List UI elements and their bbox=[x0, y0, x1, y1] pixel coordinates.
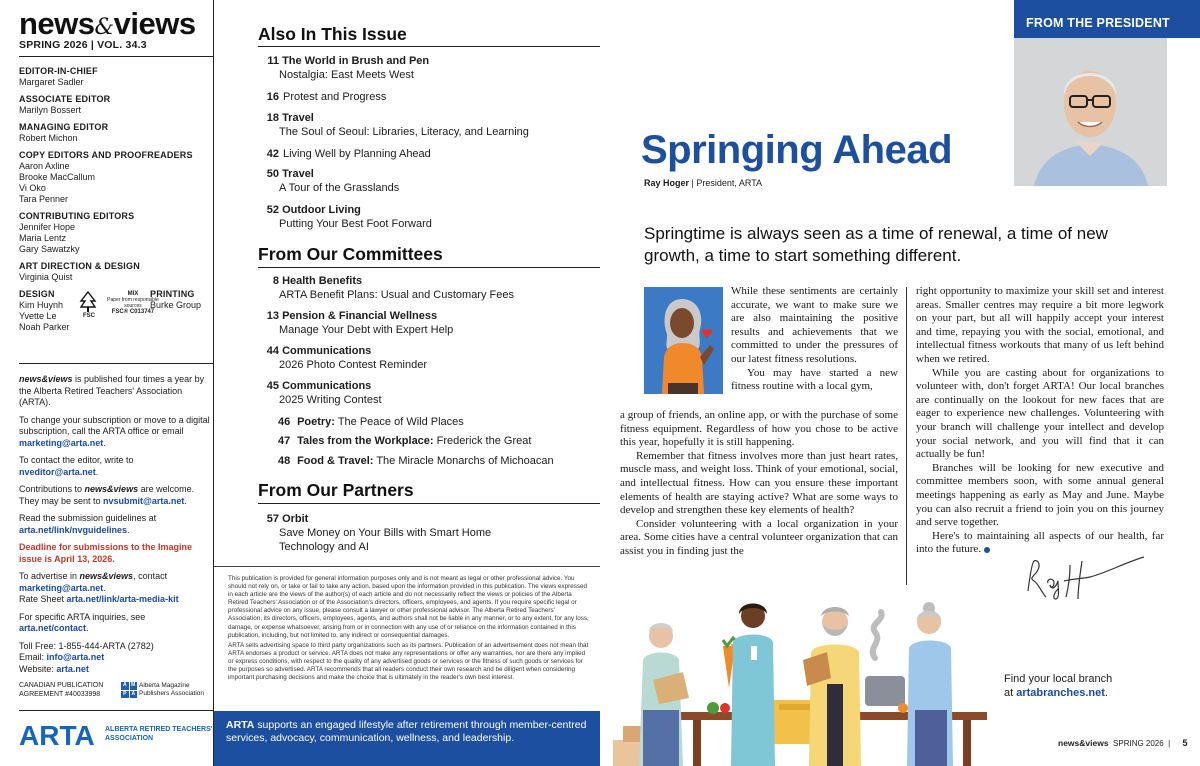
deadline-note: Deadline for submissions to the Imagine issue is April 13, 2026. bbox=[19, 542, 193, 564]
staff-name: Kim Huynh bbox=[19, 300, 64, 310]
staff-name: Brooke MacCallum bbox=[19, 172, 96, 182]
also-in-issue-heading: Also In This Issue bbox=[258, 24, 407, 44]
article-paragraph: While you are casting about for organizations to volunteer with, don't forget ARTA! Our local branches are continually on the lookout for new faces that are eager to experience new challenges. Volunteering with your branch will challenge your intellect and develop your social network, and you will find that it can actually be fun! bbox=[916, 366, 1164, 461]
staff-role: ART DIRECTION & DESIGN bbox=[19, 261, 140, 271]
byline: Ray Hoger | President, ARTA bbox=[644, 178, 763, 188]
divider bbox=[19, 710, 214, 711]
divider bbox=[258, 267, 600, 268]
website-link[interactable]: arta.net bbox=[56, 663, 89, 674]
toc-subentry[interactable]: 47 Tales from the Workplace: Frederick the Great bbox=[278, 435, 532, 447]
toc-entry[interactable]: 44 Communications 2026 Photo Contest Reminder bbox=[266, 345, 427, 371]
staff-name: Gary Sawatzky bbox=[19, 244, 80, 254]
article-paragraph: Branches will be looking for new executive and committee members soon, with some annual general meetings happening as early as May and June. Maybe you can also recruit a friend to join you on this journey and serve together. bbox=[916, 461, 1164, 529]
article-paragraph: Remember that fitness involves more than just heart rates, muscle mass, and weight loss. Think of your emotional, social, and intellectual fitness. How can you ensure these important elements of health are staying active? What are some ways to develop and strengthen these key elements of health? bbox=[620, 449, 898, 517]
toc-entry[interactable]: 42 Living Well by Planning Ahead bbox=[266, 148, 431, 160]
issue-line: SPRING 2026 | VOL. 34.3 bbox=[19, 39, 147, 51]
submit-email-link[interactable]: nvsubmit@arta.net bbox=[103, 495, 185, 506]
article-paragraph: You may have started a new fitness routine with a local gym, bbox=[731, 366, 898, 393]
printing-credit: PRINTING Burke Group bbox=[150, 289, 202, 310]
article-paragraph: Consider volunteering with a local organization in your area. Some cities have a central volunteer organization that can assist you in finding just the bbox=[620, 517, 898, 557]
article-column bbox=[731, 285, 898, 394]
toc-subentry[interactable]: 48 Food & Travel: The Miracle Monarchs of Michoacan bbox=[278, 455, 554, 467]
toc-entry[interactable]: 50 Travel A Tour of the Grasslands bbox=[266, 168, 400, 194]
divider bbox=[19, 363, 214, 364]
editor-email-link[interactable]: nveditor@arta.net bbox=[19, 466, 96, 477]
staff-role: MANAGING EDITOR bbox=[19, 122, 109, 132]
toc-entry[interactable]: 18 Travel The Soul of Seoul: Libraries, Literacy, and Learning bbox=[266, 112, 529, 138]
mission-band: ARTA supports an engaged lifestyle after retirement through member-centred services, advocacy, communication, wellness, and leadership. bbox=[214, 711, 600, 766]
divider bbox=[258, 503, 600, 504]
page-footer: news&views SPRING 2026 | 5 bbox=[1058, 738, 1188, 748]
staff-role: ASSOCIATE EDITOR bbox=[19, 94, 111, 104]
page-number: 5 bbox=[1182, 738, 1188, 748]
staff-name: Margaret Sadler bbox=[19, 77, 84, 87]
advertise-email-link[interactable]: marketing@arta.net bbox=[19, 582, 104, 593]
masthead-column: news&views SPRING 2026 | VOL. 34.3 EDITOR-IN-CHIEF Margaret Sadler ASSOCIATE EDITOR Marilyn Bossert MANAGING EDITOR Robert Michon COPY EDITORS AND PROOFREADERS Aaron Axline Brooke MacCallum Vi Oko Tara Penner CONTRIBUTING EDITORS Jennifer Hope Maria Lentz Gary Sawatzky ART DIRECTION & DESIGN Virginia Quist DESIGN Kim Huynh Yvette Le Noah Parker FSC MIX Paper from responsible sources FSC® C013747 PRINTING Burke Group news&views is published four times a year by the Alberta Retired Teachers' Association (ARTA). To change your subscription or move to a digital subscription, call the ARTA office or email marketing@arta.net. To contact the editor, write to nveditor@arta.net. Contributions to news&views are welcome. They may be sent to nvsubmit@arta.net. Read the submission guidelines at arta.net/link/nvguidelines. Deadline for submissions to the Imagine issue is April 13, 2026. To advertise in news&views, contact marketing@arta.net. Rate Sheet arta.net/link/arta-media-kit For specific ARTA inquiries, see arta.net/contact. Toll Free: 1-855-444-ARTA (2782) Email: info@arta.net Website: arta.net CANADIAN PUBLICATION AGREEMENT #40033998 A M P A Alberta Magazine Publishers Association ARTA ALBERTA RETIRED TEACHERS' ASSOCIATION bbox=[0, 0, 214, 766]
woman-illustration bbox=[644, 287, 723, 394]
partners-heading: From Our Partners bbox=[258, 480, 414, 500]
staff-name: Noah Parker bbox=[19, 322, 70, 332]
toc-entry[interactable]: 52 Outdoor Living Putting Your Best Foot Forward bbox=[266, 204, 432, 230]
article-column bbox=[916, 285, 1164, 557]
publication-logo: news&views bbox=[19, 6, 196, 41]
article-title: Springing Ahead bbox=[641, 128, 953, 172]
volunteers-cooking-illustration bbox=[613, 600, 1003, 766]
president-signature bbox=[1020, 553, 1150, 603]
toc-entry[interactable]: 11 The World in Brush and Pen Nostalgia: East Meets West bbox=[267, 55, 430, 81]
toc-entry[interactable]: 16 Protest and Progress bbox=[266, 91, 387, 103]
article-paragraph: right opportunity to maximize your skill set and interest areas. Smaller centres may require a bit more legwork on your part, but all will happily accept your interest and time, repaying you with the social, emotional, and intellectual fitness workouts that many of us left behind when we retired. bbox=[916, 285, 1164, 365]
article-paragraph: Here's to maintaining all aspects of our health, far into the future. bbox=[916, 529, 1164, 556]
subscription-email-link[interactable]: marketing@arta.net bbox=[19, 437, 104, 448]
staff-role: DESIGN bbox=[19, 289, 55, 299]
toc-subentry[interactable]: 46 Poetry: The Peace of Wild Places bbox=[278, 416, 464, 428]
divider bbox=[258, 46, 600, 47]
section-tab: FROM THE PRESIDENT bbox=[1014, 0, 1200, 38]
publication-info: news&views is published four times a year by the Alberta Retired Teachers' Association (ARTA). To change your subscription or move to a digital subscription, call the ARTA office or email marketing@arta.net. To contact the editor, write to nveditor@arta.net. Contributions to news&views are welcome. They may be sent to nvsubmit@arta.net. Read the submission guidelines at arta.net/link/nvguidelines. Deadline for submissions to the Imagine issue is April 13, 2026. To advertise in news&views, contact marketing@arta.net. Rate Sheet arta.net/link/arta-media-kit For specific ARTA inquiries, see arta.net/contact. Toll Free: 1-855-444-ARTA (2782) Email: info@arta.net Website: arta.net bbox=[19, 374, 210, 674]
staff-name: Yvette Le bbox=[19, 311, 57, 321]
publication-agreement: CANADIAN PUBLICATION AGREEMENT #40033998 bbox=[19, 682, 104, 698]
staff-name: Vi Oko bbox=[19, 183, 46, 193]
article-paragraph: While these sentiments are certainly accurate, we want to make sure we are also maintaining the positive results and achievements that we committed to under the pressures of our latest fitness resolutions. bbox=[731, 285, 898, 365]
staff-role: COPY EDITORS AND PROOFREADERS bbox=[19, 150, 193, 160]
legal-disclaimer: This publication is provided for general information purposes only and is not meant as legal or other professional advice. You should not rely on, or take or fail to take any action, based upon the information provided in this publication. The views expressed in each article are the views of the author(s) of each article and do not necessarily reflect the views or policies of the Alberta Retired Teachers' Association or of the Association's directors, officers, employees, and agents. If you require specific legal or professional advice on any issue, please consult a lawyer or other professional advisor. The Alberta Retired Teachers' Association, its directors, officers, employees, agents, and authors shall not be liable in any manner, or to any extent, for any loss, damage, or expense whatsoever, arising from or in connection with any use of or reliance on the information contained in this publication, including, but not limited to, any indirect or consequential damages. ARTA sells advertising space to third party organizations such as its partners. Publication of an advertisement does not mean that ARTA endorses a product or service. ARTA does not make any representations or offer any warranties, nor are there any implied or express conditions, with respect to the quality of any advertised goods or services or the fitness of such goods or services for the purposes so advertised. ARTA recommends that all readers conduct their own research and be diligent when considering important purchasing decisions and make the choice that is ultimately in the reader's own best interest. bbox=[214, 566, 600, 682]
staff-name: Marilyn Bossert bbox=[19, 105, 82, 115]
toc-entry[interactable]: 57 Orbit Save Money on Your Bills with Smart Home Technology and AI bbox=[266, 513, 492, 553]
article-deck: Springtime is always seen as a time of renewal, a time of new growth, a time to start something different. bbox=[644, 224, 1108, 265]
toll-free: Toll Free: 1-855-444-ARTA (2782) bbox=[19, 640, 154, 651]
staff-name: Aaron Axline bbox=[19, 161, 70, 171]
toc-entry[interactable]: 45 Communications 2025 Writing Contest bbox=[266, 380, 382, 406]
committees-heading: From Our Committees bbox=[258, 244, 443, 264]
end-mark bbox=[984, 547, 990, 553]
guidelines-link[interactable]: arta.net/link/nvguidelines bbox=[19, 524, 128, 535]
tree-icon bbox=[79, 291, 97, 313]
staff-name: Maria Lentz bbox=[19, 233, 67, 243]
toc-entry[interactable]: 13 Pension & Financial Wellness Manage Your Debt with Expert Help bbox=[266, 310, 454, 336]
staff-role: CONTRIBUTING EDITORS bbox=[19, 211, 135, 221]
staff-name: Tara Penner bbox=[19, 194, 69, 204]
branches-link[interactable]: artabranches.net bbox=[1016, 687, 1105, 699]
contact-link[interactable]: arta.net/contact bbox=[19, 623, 87, 633]
staff-role: EDITOR-IN-CHIEF bbox=[19, 66, 98, 76]
divider bbox=[19, 56, 214, 57]
staff-name: Jennifer Hope bbox=[19, 222, 76, 232]
fsc-logo: FSC MIX Paper from responsible sources FSC® C013747 bbox=[77, 291, 163, 327]
toc-entry[interactable]: 8 Health Benefits ARTA Benefit Plans: Usual and Customary Fees bbox=[272, 275, 514, 301]
column-divider bbox=[906, 287, 907, 585]
info-email-link[interactable]: info@arta.net bbox=[46, 652, 105, 662]
article-column bbox=[620, 409, 898, 559]
staff-name: Robert Michon bbox=[19, 133, 78, 143]
article-paragraph: a group of friends, an online app, or with the purchase of some fitness equipment. Regardless of how you chose to be active this year, hopefully it is still happening. bbox=[620, 409, 898, 449]
president-photo bbox=[1014, 38, 1167, 186]
design-printing-row bbox=[19, 289, 209, 335]
staff-name: Virginia Quist bbox=[19, 272, 73, 282]
staff-list bbox=[19, 66, 209, 335]
branch-note: Find your local branch at artabranches.net. bbox=[1004, 673, 1113, 699]
media-kit-link[interactable]: arta.net/link/arta-media-kit bbox=[66, 594, 179, 604]
